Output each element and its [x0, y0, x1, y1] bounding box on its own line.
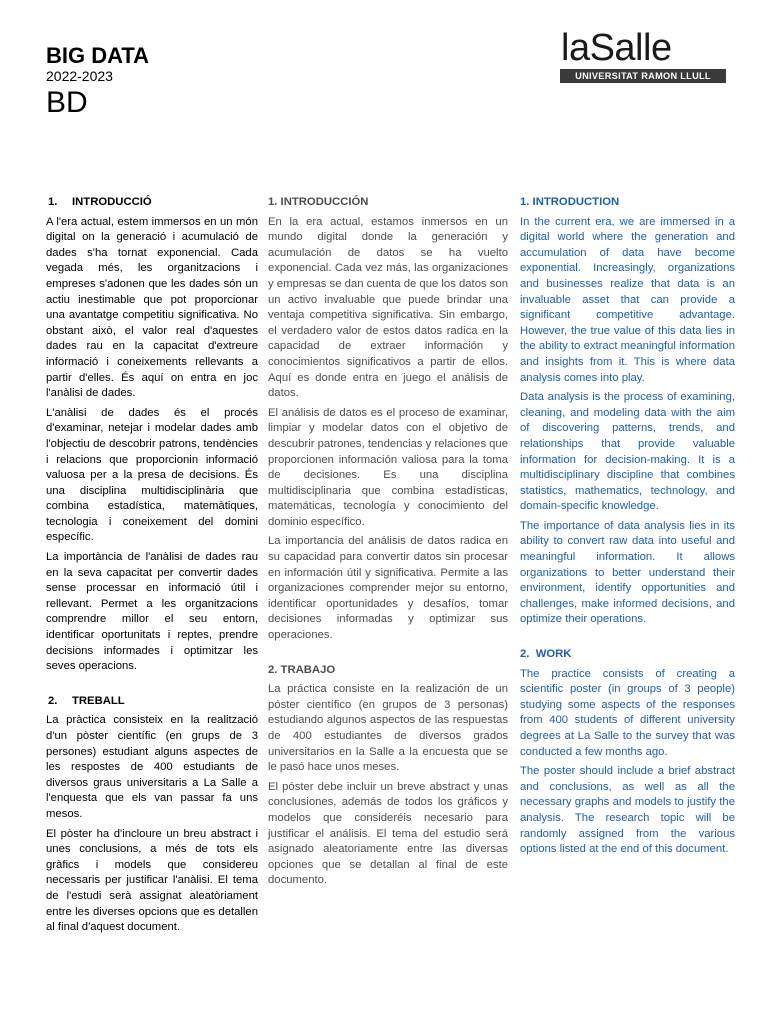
intro-heading-text-ca: INTRODUCCIÓ	[72, 196, 152, 208]
work-paragraph-ca-1: La pràctica consisteix en la realització d'un pòster científic (en grups de 3 persones) estudiant alguns aspectes de les respostes de 400 estudiants de diversos graus universitaris a La Salle a l'enquesta que els van passar fa uns mesos.	[46, 714, 258, 820]
intro-number-ca: 1.	[48, 196, 58, 208]
work-heading-text-ca: TREBALL	[72, 694, 125, 707]
intro-paragraph-es-1: En la era actual, estamos inmersos en un mundo digital donde la generación y acumulación de datos se ha vuelto exponencial. Cada vez más, las organizaciones y empresas se dan cuenta de que los datos son un activo invaluable que puede brindar una ventaja competitiva significativa. Sin embargo, el verdadero valor de estos datos radica en la capacidad de extraer información y conocimientos significativos a partir de ellos. Aquí es donde entra en juego el análisis de datos.	[268, 215, 508, 400]
intro-heading-ca	[46, 195, 258, 211]
work-paragraph-en-2: The poster should include a brief abstract and conclusions, as well as all the necessary graphs and models to justify the analysis. The research topic will be randomly assigned from the various options listed at the end of this document.	[520, 765, 735, 856]
spanish-column	[268, 195, 508, 893]
work-heading-ca	[46, 694, 258, 710]
intro-heading-en: 1. INTRODUCTION	[520, 196, 620, 208]
intro-paragraph-es-2: El análisis de datos es el proceso de examinar, limpiar y modelar datos con el objetivo de descubrir patrones, tendencias y relaciones que proporcionen información valiosa para la toma de decisiones. Es una disciplina multidisciplinaria que combina estadísticas, matemáticas, tecnología y conocimiento del dominio específico.	[268, 406, 508, 528]
english-column	[520, 195, 735, 862]
course-title: BIG DATA	[46, 43, 150, 68]
work-paragraph-ca-2: El pòster ha d'incloure un breu abstract i unes conclusions, a més de tots els gràfics i models que considereu necessaris per justificar l'anàlisi. El tema de l'estudi serà assignat aleatòriament entre les diverses opcions que es detallen al final d'aquest document.	[46, 827, 258, 934]
work-paragraph-es-2: El póster debe incluir un breve abstract y unas conclusiones, además de todos los gráficos y modelos que consideréis necesario para justificar el análisis. El tema del estudio será asignado aleatoriamente entre las diversas opciones que se detallan al final de este documento.	[268, 780, 508, 887]
logo-wordmark: laSalle	[561, 27, 672, 69]
intro-heading-es: 1. INTRODUCCIÓN	[268, 196, 369, 208]
work-paragraph-es-1: La práctica consiste en la realización de un póster científico (en grupos de 3 personas) estudiando algunos aspectos de las respuestas de 400 estudiantes de diversos grados universitarios en la Salle a la encuesta que se le pasó hace unos meses.	[268, 683, 508, 774]
intro-paragraph-es-3: La importancia del análisis de datos radica en su capacidad para convertir datos sin procesar en información útil y significativa. Permite a las organizaciones comprender mejor su entorno, identificar oportunidades y desafíos, tomar decisiones informadas y optimizar sus operaciones.	[268, 535, 508, 642]
academic-year: 2022-2023	[46, 68, 113, 84]
work-paragraph-en-1: The practice consists of creating a scientific poster (in groups of 3 people) studying some aspects of the responses from 400 students of different university degrees at La Salle to the survey that was conducted a few months ago.	[520, 667, 735, 758]
logo-tagline: UNIVERSITAT RAMON LLULL	[560, 69, 726, 83]
intro-paragraph-en-3: The importance of data analysis lies in its ability to convert raw data into useful and meaningful information. It allows organizations to better understand their environment, identify opportunities and challenges, make informed decisions, and optimize their operations.	[520, 519, 735, 626]
work-heading-en: 2. WORK	[520, 648, 572, 661]
intro-paragraph-en-2: Data analysis is the process of examining, cleaning, and modeling data with the aim of discovering patterns, trends, and relationships that provide valuable information for decision-making. It is a multidisciplinary discipline that combines statistics, mathematics, technology, and domain-specific knowledge.	[520, 391, 735, 513]
course-code: BD	[46, 86, 88, 119]
lasalle-logo	[560, 28, 726, 83]
catalan-column	[46, 195, 258, 940]
work-number-ca: 2.	[48, 694, 58, 707]
intro-paragraph-ca-3: La importància de l'anàlisi de dades rau en la seva capacitat per convertir dades sense processar en informació útil i rellevant. Permet a les organitzacions comprendre millor el seu entorn, identificar oportunitats i reptes, prendre decisions informades i optimitzar les seves operacions.	[46, 551, 258, 673]
intro-paragraph-en-1: In the current era, we are immersed in a digital world where the generation and accumulation of data have become exponential. Increasingly, organizations and businesses realize that data is an invaluable asset that can provide a significant competitive advantage. However, the true value of this data lies in the ability to extract meaningful information and insights from it. This is where data analysis comes into play.	[520, 215, 735, 384]
work-heading-es: 2. TRABAJO	[268, 663, 336, 676]
intro-paragraph-ca-1: A l'era actual, estem immersos en un món digital on la generació i acumulació de dades s'ha tornat exponencial. Cada vegada més, les organitzacions i empreses s'adonen que les dades són un actiu inestimable que pot proporcionar una avantatge competitiu significativa. No obstant això, el valor real d'aquestes dades rau en la capacitat d'extreure informació i coneixements rellevants a partir d'elles. És aquí on entra en joc l'anàlisi de dades.	[46, 215, 258, 400]
intro-paragraph-ca-2: L'anàlisi de dades és el procés d'examinar, netejar i modelar dades amb l'objectiu de descobrir patrons, tendències i relacions que proporcionin informació valuosa per a la presa de decisions. És una disciplina multidisciplinària que combina estadística, matemàtiques, tecnologia i coneixement del domini específic.	[46, 406, 258, 544]
